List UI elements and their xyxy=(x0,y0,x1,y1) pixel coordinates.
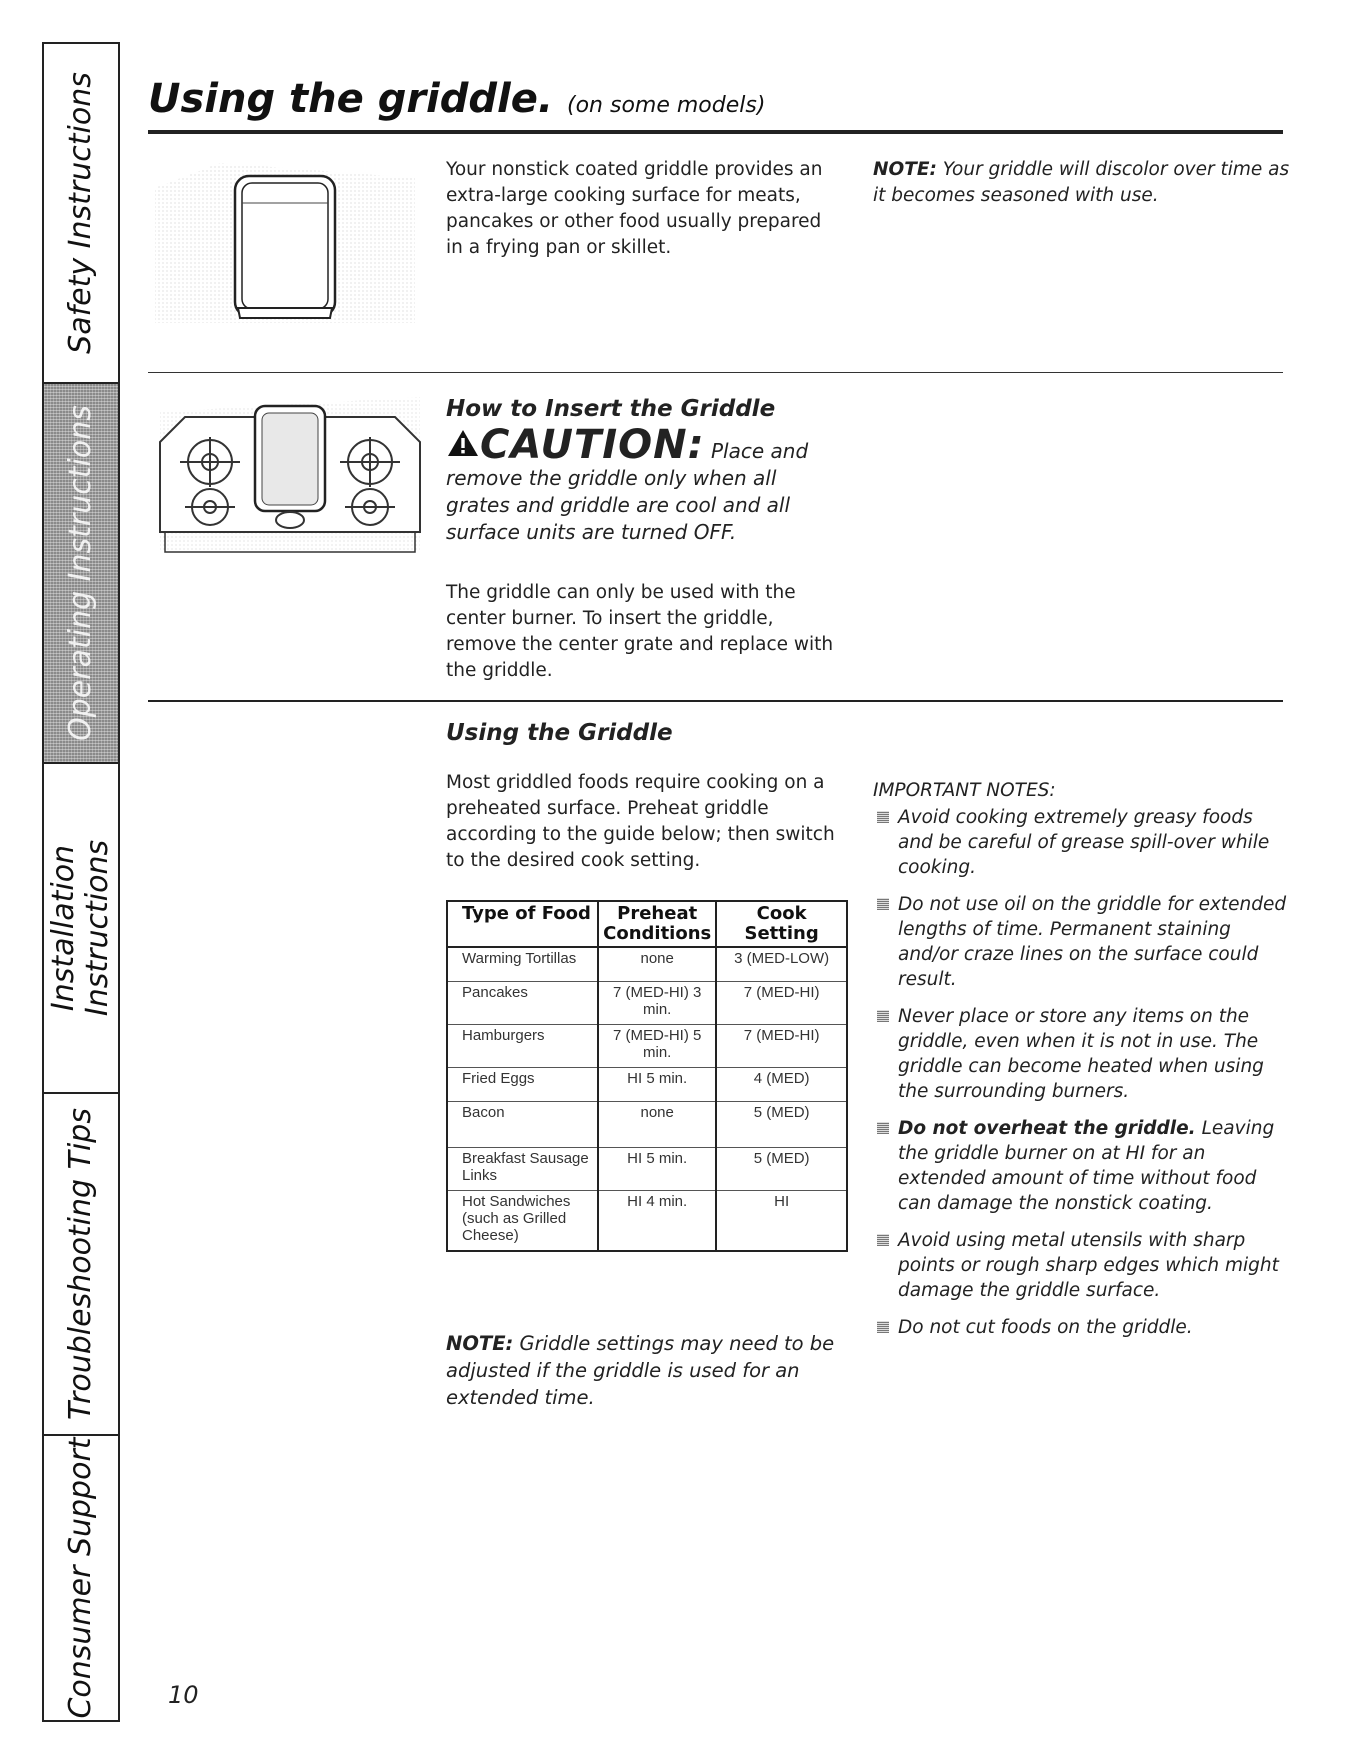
food-cell: Hot Sandwiches (such as Grilled Cheese) xyxy=(447,1190,598,1251)
column-header: Type of Food xyxy=(447,901,598,947)
table-row xyxy=(447,1101,847,1147)
warning-triangle-icon xyxy=(446,428,480,458)
preheat-cell: HI 4 min. xyxy=(598,1190,716,1251)
intro-text: Your nonstick coated griddle provides an extra-large cooking surface for meats, pancakes or other food usually prepared in a frying pan or skillet. xyxy=(446,159,823,258)
tab-safety-instructions[interactable] xyxy=(44,44,118,384)
tab-label: Installation xyxy=(46,844,81,1012)
section-tabs xyxy=(42,42,120,1722)
table-row xyxy=(447,1067,847,1101)
page-title-text: Using the griddle. xyxy=(148,76,554,122)
section-divider xyxy=(148,372,1283,373)
note-text: Griddle settings may need to be adjusted if the griddle is used for an extended time. xyxy=(446,1332,835,1409)
square-bullet-icon xyxy=(877,898,889,910)
page-number: 10 xyxy=(168,1681,199,1709)
table-row xyxy=(447,981,847,1024)
note-text: Do not cut foods on the griddle. xyxy=(898,1317,1193,1338)
food-cell: Hamburgers xyxy=(447,1024,598,1067)
cook-cell: 5 (MED) xyxy=(716,1101,847,1147)
square-bullet-icon xyxy=(877,1234,889,1246)
preheat-cell: HI 5 min. xyxy=(598,1067,716,1101)
title-rule xyxy=(148,130,1283,134)
using-heading: Using the Griddle xyxy=(446,720,673,746)
range-with-griddle-illustration xyxy=(155,392,425,562)
note-text: Never place or store any items on the griddle, even when it is not in use. The griddle can become heated when using the surrounding burners. xyxy=(898,1006,1264,1102)
column-header: Preheat Conditions xyxy=(598,901,716,947)
intro-note xyxy=(873,157,1293,209)
insert-heading: How to Insert the Griddle xyxy=(446,396,776,422)
note-item xyxy=(873,1004,1293,1104)
page-subtitle: (on some models) xyxy=(567,93,766,118)
using-body: Most griddled foods require cooking on a preheated surface. Preheat griddle according to the guide below; then switch to the desired cook setting. xyxy=(446,772,835,871)
preheat-cell: 7 (MED-HI) 3 min. xyxy=(598,981,716,1024)
note-text: Your griddle will discolor over time as it becomes seasoned with use. xyxy=(873,159,1290,206)
preheat-cell: none xyxy=(598,1101,716,1147)
square-bullet-icon xyxy=(877,1010,889,1022)
table-row xyxy=(447,947,847,981)
note-item xyxy=(873,805,1293,880)
note-label: NOTE: xyxy=(873,159,937,180)
table-row xyxy=(447,1147,847,1190)
note-label: NOTE: xyxy=(446,1332,514,1355)
table-row xyxy=(447,1024,847,1067)
tab-label: Instructions xyxy=(80,839,115,1017)
column-header: Cook Setting xyxy=(716,901,847,947)
note-emphasis: Do not overheat the griddle. xyxy=(898,1118,1196,1139)
tab-label: Operating Instructions xyxy=(63,405,98,741)
tab-troubleshooting-tips[interactable] xyxy=(44,1094,118,1436)
table-note xyxy=(446,1330,846,1411)
caution-text: Place and remove the griddle only when all grates and griddle are cool and all surface units are turned OFF. xyxy=(446,439,809,544)
food-cell: Breakfast Sausage Links xyxy=(447,1147,598,1190)
note-item xyxy=(873,1116,1293,1216)
caution-block xyxy=(446,422,846,546)
section-divider xyxy=(148,700,1283,702)
table-row xyxy=(447,1190,847,1251)
griddle-cooking-table xyxy=(446,900,848,1252)
preheat-cell: 7 (MED-HI) 5 min. xyxy=(598,1024,716,1067)
food-cell: Warming Tortillas xyxy=(447,947,598,981)
cook-cell: 5 (MED) xyxy=(716,1147,847,1190)
important-notes-title: IMPORTANT NOTES: xyxy=(873,780,1056,801)
tab-installation-instructions[interactable] xyxy=(44,764,118,1094)
food-cell: Pancakes xyxy=(447,981,598,1024)
square-bullet-icon xyxy=(877,811,889,823)
insert-body: The griddle can only be used with the center burner. To insert the griddle, remove the center grate and replace with the griddle. xyxy=(446,582,834,681)
tab-consumer-support[interactable] xyxy=(44,1436,118,1720)
note-item xyxy=(873,1315,1293,1340)
cook-cell: 4 (MED) xyxy=(716,1067,847,1101)
tab-label: Safety Instructions xyxy=(63,72,98,354)
griddle-illustration xyxy=(150,158,420,328)
food-cell: Bacon xyxy=(447,1101,598,1147)
caution-word: CAUTION: xyxy=(480,422,705,468)
note-item xyxy=(873,1228,1293,1303)
tab-label: Consumer Support xyxy=(63,1437,98,1719)
cook-cell: HI xyxy=(716,1190,847,1251)
cook-cell: 7 (MED-HI) xyxy=(716,1024,847,1067)
note-item xyxy=(873,892,1293,992)
table-header-row xyxy=(447,901,847,947)
page-title xyxy=(148,76,765,122)
preheat-cell: HI 5 min. xyxy=(598,1147,716,1190)
cook-cell: 7 (MED-HI) xyxy=(716,981,847,1024)
tab-operating-instructions[interactable] xyxy=(44,384,118,764)
important-notes xyxy=(873,778,1293,1352)
tab-label: Troubleshooting Tips xyxy=(63,1108,98,1420)
note-text: Do not use oil on the griddle for extended lengths of time. Permanent staining and/or craze lines on the surface could result. xyxy=(898,894,1287,990)
food-cell: Fried Eggs xyxy=(447,1067,598,1101)
note-text: Avoid using metal utensils with sharp points or rough sharp edges which might damage the griddle surface. xyxy=(898,1230,1279,1301)
note-text: Leaving the griddle burner on at HI for an extended amount of time without food can damage the nonstick coating. xyxy=(898,1118,1275,1214)
square-bullet-icon xyxy=(877,1122,889,1134)
cook-cell: 3 (MED-LOW) xyxy=(716,947,847,981)
square-bullet-icon xyxy=(877,1321,889,1333)
note-text: Avoid cooking extremely greasy foods and be careful of grease spill-over while cooking. xyxy=(898,807,1270,878)
preheat-cell: none xyxy=(598,947,716,981)
